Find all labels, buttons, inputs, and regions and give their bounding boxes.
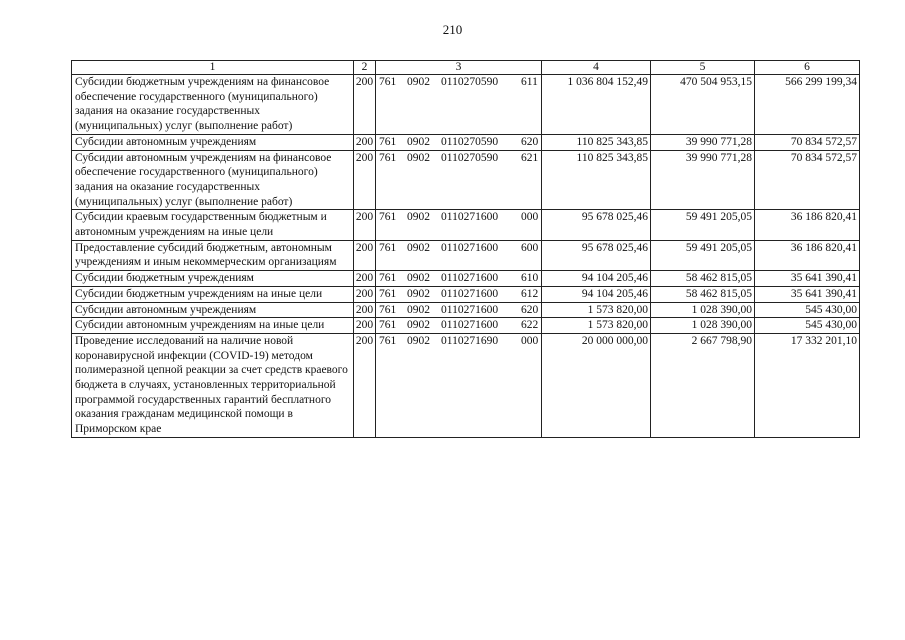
header-col-1: 1 bbox=[72, 61, 354, 75]
code-part-4: 000 bbox=[521, 334, 539, 347]
code-part-2: 0902 bbox=[407, 211, 430, 224]
header-col-5: 5 bbox=[651, 61, 755, 75]
row-col4: 110 825 343,85 bbox=[542, 150, 651, 210]
table-row bbox=[72, 134, 860, 150]
row-col5: 58 462 815,05 bbox=[651, 271, 755, 287]
code-part-4: 621 bbox=[521, 151, 539, 164]
row-name: Субсидии автономным учреждениям на иные цели bbox=[72, 318, 354, 334]
header-col-4: 4 bbox=[542, 61, 651, 75]
row-col2: 200 bbox=[354, 210, 376, 240]
row-col4: 95 678 025,46 bbox=[542, 240, 651, 270]
row-col5: 470 504 953,15 bbox=[651, 75, 755, 135]
row-col5: 58 462 815,05 bbox=[651, 286, 755, 302]
row-name: Субсидии автономным учреждениям bbox=[72, 134, 354, 150]
row-col4: 1 036 804 152,49 bbox=[542, 75, 651, 135]
code-part-3: 0110271600 bbox=[441, 287, 499, 300]
row-col6: 545 430,00 bbox=[755, 318, 860, 334]
row-code bbox=[376, 271, 542, 287]
table-row bbox=[72, 302, 860, 318]
code-part-1: 761 bbox=[379, 319, 397, 332]
row-col2: 200 bbox=[354, 286, 376, 302]
code-part-4: 611 bbox=[521, 76, 538, 88]
row-col6: 36 186 820,41 bbox=[755, 240, 860, 270]
row-code bbox=[376, 286, 542, 302]
code-part-4: 620 bbox=[521, 303, 539, 316]
row-col5: 1 028 390,00 bbox=[651, 302, 755, 318]
code-part-3: 0110270590 bbox=[441, 76, 499, 88]
row-col4: 94 104 205,46 bbox=[542, 271, 651, 287]
table-row bbox=[72, 333, 860, 437]
code-part-1: 761 bbox=[379, 334, 397, 347]
row-name: Субсидии краевым государственным бюджетным и автономным учреждениям на иные цели bbox=[72, 210, 354, 240]
row-col2: 200 bbox=[354, 134, 376, 150]
header-col-2: 2 bbox=[354, 61, 376, 75]
code-part-1: 761 bbox=[379, 303, 397, 316]
code-part-2: 0902 bbox=[407, 303, 430, 316]
table-row bbox=[72, 318, 860, 334]
row-col2: 200 bbox=[354, 318, 376, 334]
header-col-6: 6 bbox=[755, 61, 860, 75]
code-part-2: 0902 bbox=[407, 76, 430, 88]
row-col6: 35 641 390,41 bbox=[755, 271, 860, 287]
code-part-3: 0110270590 bbox=[441, 135, 499, 148]
row-col5: 39 990 771,28 bbox=[651, 134, 755, 150]
row-name: Субсидии бюджетным учреждениям bbox=[72, 271, 354, 287]
code-part-3: 0110270590 bbox=[441, 151, 499, 164]
code-part-3: 0110271600 bbox=[441, 211, 499, 224]
code-part-3: 0110271690 bbox=[441, 334, 499, 347]
row-col5: 39 990 771,28 bbox=[651, 150, 755, 210]
code-part-4: 000 bbox=[521, 211, 539, 224]
code-part-4: 612 bbox=[521, 287, 539, 300]
row-col5: 59 491 205,05 bbox=[651, 240, 755, 270]
row-code bbox=[376, 75, 542, 135]
row-code bbox=[376, 134, 542, 150]
row-col6: 36 186 820,41 bbox=[755, 210, 860, 240]
code-part-2: 0902 bbox=[407, 319, 430, 332]
code-part-4: 600 bbox=[521, 241, 539, 254]
row-col4: 1 573 820,00 bbox=[542, 318, 651, 334]
code-part-2: 0902 bbox=[407, 334, 430, 347]
code-part-2: 0902 bbox=[407, 151, 430, 164]
header-col-3: 3 bbox=[376, 61, 542, 75]
row-code bbox=[376, 210, 542, 240]
code-part-2: 0902 bbox=[407, 287, 430, 300]
table-row bbox=[72, 240, 860, 270]
code-part-3: 0110271600 bbox=[441, 272, 499, 285]
row-name: Субсидии автономным учреждениям bbox=[72, 302, 354, 318]
row-col4: 94 104 205,46 bbox=[542, 286, 651, 302]
row-name: Субсидии бюджетным учреждениям на финансовое обеспечение государственного (муниципального) задания на оказание государственных (муниципальных) услуг (выполнение работ) bbox=[72, 75, 354, 135]
row-col4: 95 678 025,46 bbox=[542, 210, 651, 240]
code-part-2: 0902 bbox=[407, 272, 430, 285]
code-part-4: 610 bbox=[521, 272, 539, 285]
row-col6: 70 834 572,57 bbox=[755, 150, 860, 210]
table-body bbox=[72, 75, 860, 438]
row-col4: 20 000 000,00 bbox=[542, 333, 651, 437]
code-part-2: 0902 bbox=[407, 241, 430, 254]
row-name: Субсидии автономным учреждениям на финансовое обеспечение государственного (муниципального) задания на оказание государственных (муниципальных) услуг (выполнение работ) bbox=[72, 150, 354, 210]
table-row bbox=[72, 210, 860, 240]
table-row bbox=[72, 286, 860, 302]
code-part-4: 622 bbox=[521, 319, 539, 332]
row-col2: 200 bbox=[354, 150, 376, 210]
row-code bbox=[376, 150, 542, 210]
code-part-1: 761 bbox=[379, 76, 397, 88]
row-col6: 566 299 199,34 bbox=[755, 75, 860, 135]
code-part-4: 620 bbox=[521, 135, 539, 148]
row-col2: 200 bbox=[354, 271, 376, 287]
table-row bbox=[72, 75, 860, 135]
code-part-1: 761 bbox=[379, 272, 397, 285]
row-col2: 200 bbox=[354, 333, 376, 437]
row-col6: 35 641 390,41 bbox=[755, 286, 860, 302]
table-header bbox=[72, 61, 860, 75]
code-part-1: 761 bbox=[379, 151, 397, 164]
budget-table bbox=[71, 60, 860, 438]
row-col5: 1 028 390,00 bbox=[651, 318, 755, 334]
row-code bbox=[376, 318, 542, 334]
row-col4: 1 573 820,00 bbox=[542, 302, 651, 318]
code-part-3: 0110271600 bbox=[441, 303, 499, 316]
row-col2: 200 bbox=[354, 302, 376, 318]
page-number: 210 bbox=[442, 22, 463, 37]
code-part-1: 761 bbox=[379, 135, 397, 148]
code-part-3: 0110271600 bbox=[441, 319, 499, 332]
row-name: Проведение исследований на наличие новой коронавирусной инфекции (COVID-19) методом полимеразной цепной реакции за счет средств краевого бюджета в случаях, установленных территориальной программой государственных гарантий бесплатного оказания гражданам медицинской помощи в Приморском крае bbox=[72, 333, 354, 437]
row-name: Субсидии бюджетным учреждениям на иные цели bbox=[72, 286, 354, 302]
table-row bbox=[72, 150, 860, 210]
row-code bbox=[376, 302, 542, 318]
row-col4: 110 825 343,85 bbox=[542, 134, 651, 150]
row-col6: 17 332 201,10 bbox=[755, 333, 860, 437]
table-row bbox=[72, 271, 860, 287]
row-code bbox=[376, 240, 542, 270]
code-part-1: 761 bbox=[379, 241, 397, 254]
row-col2: 200 bbox=[354, 75, 376, 135]
row-col6: 545 430,00 bbox=[755, 302, 860, 318]
row-code bbox=[376, 333, 542, 437]
code-part-1: 761 bbox=[379, 211, 397, 224]
code-part-1: 761 bbox=[379, 287, 397, 300]
row-col5: 2 667 798,90 bbox=[651, 333, 755, 437]
code-part-3: 0110271600 bbox=[441, 241, 499, 254]
code-part-2: 0902 bbox=[407, 135, 430, 148]
row-col6: 70 834 572,57 bbox=[755, 134, 860, 150]
row-col2: 200 bbox=[354, 240, 376, 270]
row-col5: 59 491 205,05 bbox=[651, 210, 755, 240]
row-name: Предоставление субсидий бюджетным, автономным учреждениям и иным некоммерческим организациям bbox=[72, 240, 354, 270]
